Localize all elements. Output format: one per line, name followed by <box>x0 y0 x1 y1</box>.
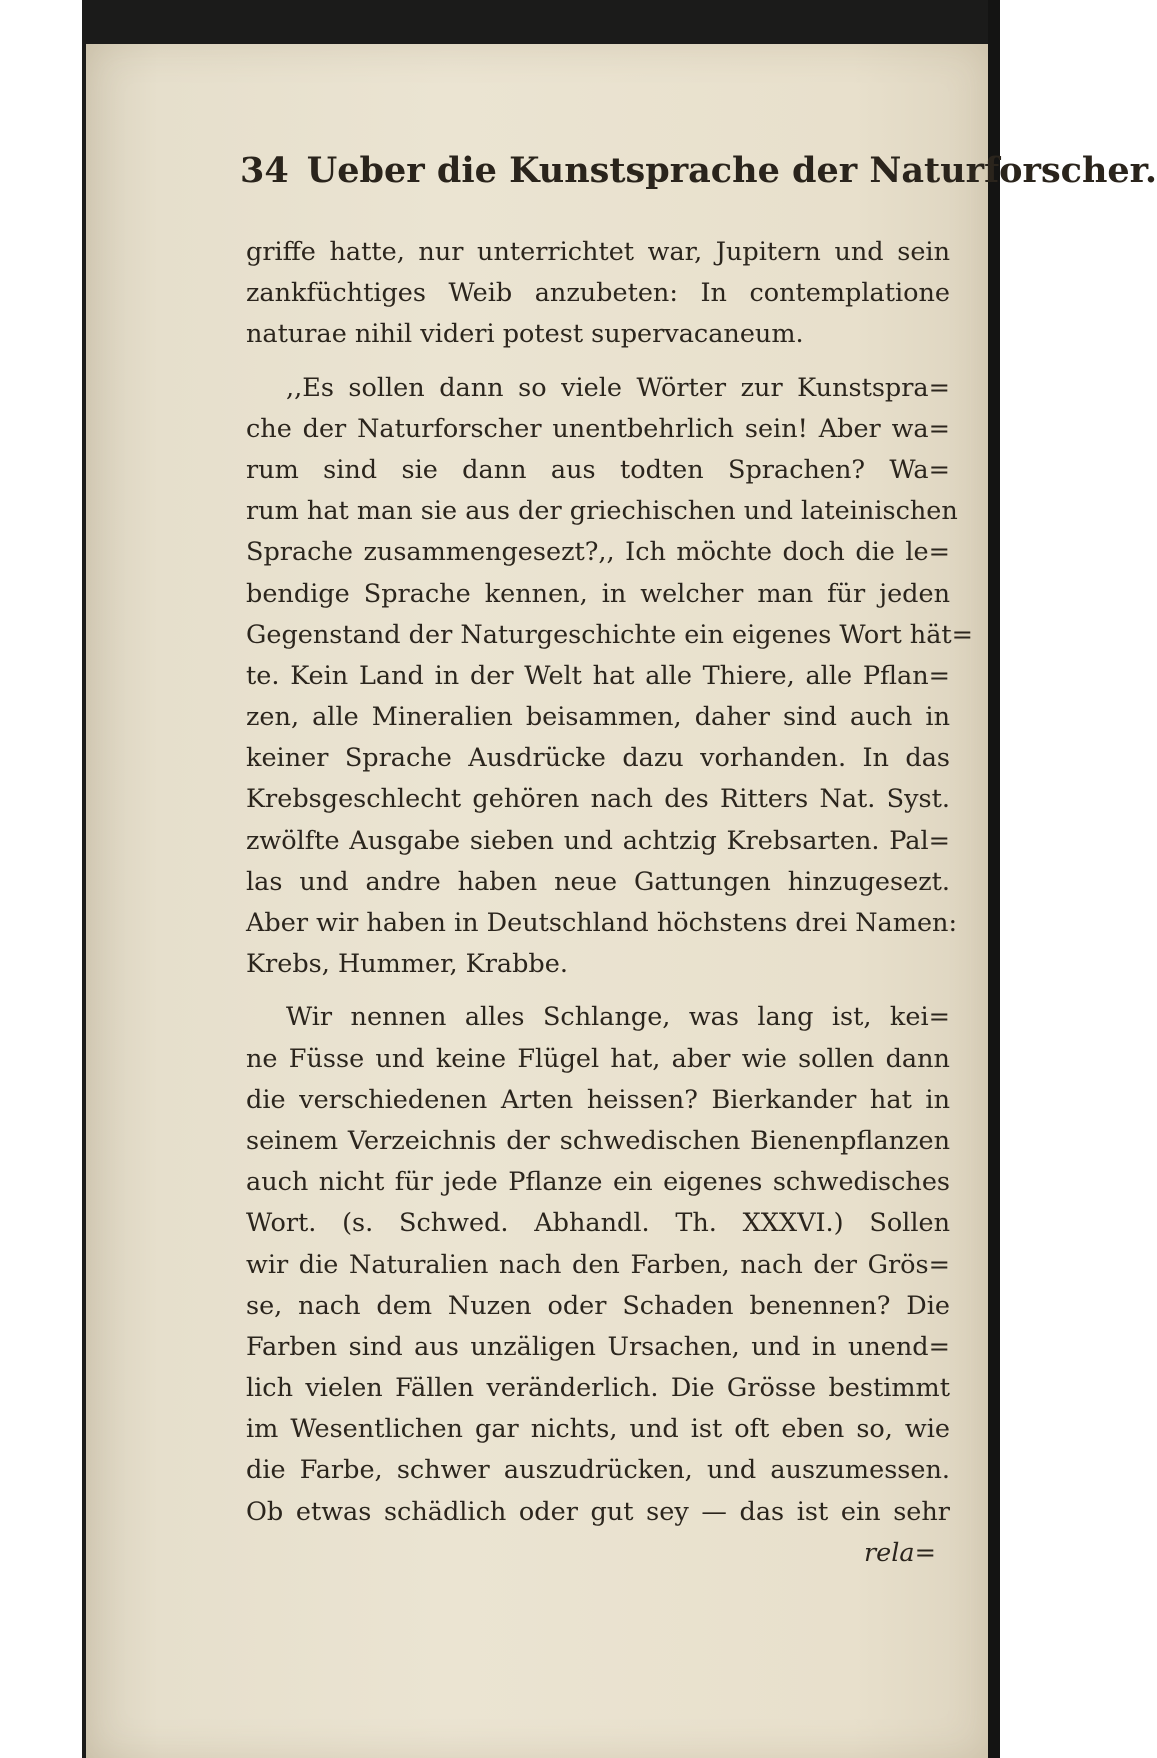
running-title: Ueber die Kunstsprache der Naturforscher. <box>306 150 1157 191</box>
text-line: Sprache zusammengesezt?,, Ich möchte doch die le= <box>246 537 950 568</box>
text-line: Farben sind aus unzäligen Ursachen, und in unend= <box>246 1331 950 1362</box>
page-number: 34 <box>240 150 289 191</box>
body-text <box>246 232 974 1574</box>
catchword: rela= <box>863 1537 936 1568</box>
text-line: Wir nennen alles Schlange, was lang ist, kei= <box>286 1002 950 1033</box>
text-line: rum hat man sie aus der griechischen und lateinischen <box>246 496 958 527</box>
text-line: se, nach dem Nuzen oder Schaden benennen? Die <box>246 1290 950 1321</box>
text-line: bendige Sprache kennen, in welcher man für jeden <box>246 578 950 609</box>
text-line: las und andre haben neue Gattungen hinzugesezt. <box>246 866 950 897</box>
text-line: Aber wir haben in Deutschland höchstens drei Namen: <box>246 908 958 938</box>
text-line: auch nicht für jede Pflanze ein eigenes schwedisches <box>246 1167 950 1198</box>
text-line: zwölfte Ausgabe sieben und achtzig Krebsarten. Pal= <box>246 825 950 856</box>
text-line: ,,Es sollen dann so viele Wörter zur Kunstspra= <box>286 372 950 403</box>
text-line: die Farbe, schwer auszudrücken, und auszumessen. <box>246 1455 950 1486</box>
text-line: ne Füsse und keine Flügel hat, aber wie sollen dann <box>246 1043 950 1074</box>
text-line: keiner Sprache Ausdrücke dazu vorhanden. In das <box>246 743 950 774</box>
text-line: wir die Naturalien nach den Farben, nach der Grös= <box>246 1249 950 1280</box>
text-line: lich vielen Fällen veränderlich. Die Grösse bestimmt <box>246 1373 950 1404</box>
paragraph <box>246 232 950 356</box>
text-line: im Wesentlichen gar nichts, und ist oft eben so, wie <box>246 1414 950 1445</box>
book-edge <box>988 0 1000 1758</box>
paragraph <box>246 368 974 986</box>
text-line: Gegenstand der Naturgeschichte ein eigenes Wort hät= <box>246 619 974 650</box>
text-line: rum sind sie dann aus todten Sprachen? Wa= <box>246 454 950 485</box>
text-line: zankfüchtiges Weib anzubeten: In contemplatione <box>246 278 950 309</box>
text-line: naturae nihil videri potest supervacaneum. <box>246 319 804 350</box>
text-line: seinem Verzeichnis der schwedischen Bienenpflanzen <box>246 1125 950 1156</box>
text-line: che der Naturforscher unentbehrlich sein! Aber wa= <box>246 413 950 444</box>
text-line: Wort. (s. Schwed. Abhandl. Th. XXXVI.) Sollen <box>246 1208 950 1239</box>
text-line: griffe hatte, nur unterrichtet war, Jupitern und sein <box>246 237 950 267</box>
text-line: Krebs, Hummer, Krabbe. <box>246 949 568 980</box>
paragraph <box>246 997 950 1532</box>
text-line: Ob etwas schädlich oder gut sey — das ist ein sehr <box>246 1496 950 1527</box>
text-line: Krebsgeschlecht gehören nach des Ritters Nat. Syst. <box>246 784 950 815</box>
text-line: zen, alle Mineralien beisammen, daher sind auch in <box>246 702 950 733</box>
running-header <box>240 150 1157 210</box>
text-line: te. Kein Land in der Welt hat alle Thiere, alle Pflan= <box>246 660 950 691</box>
text-line: die verschiedenen Arten heissen? Bierkander hat in <box>246 1084 950 1115</box>
